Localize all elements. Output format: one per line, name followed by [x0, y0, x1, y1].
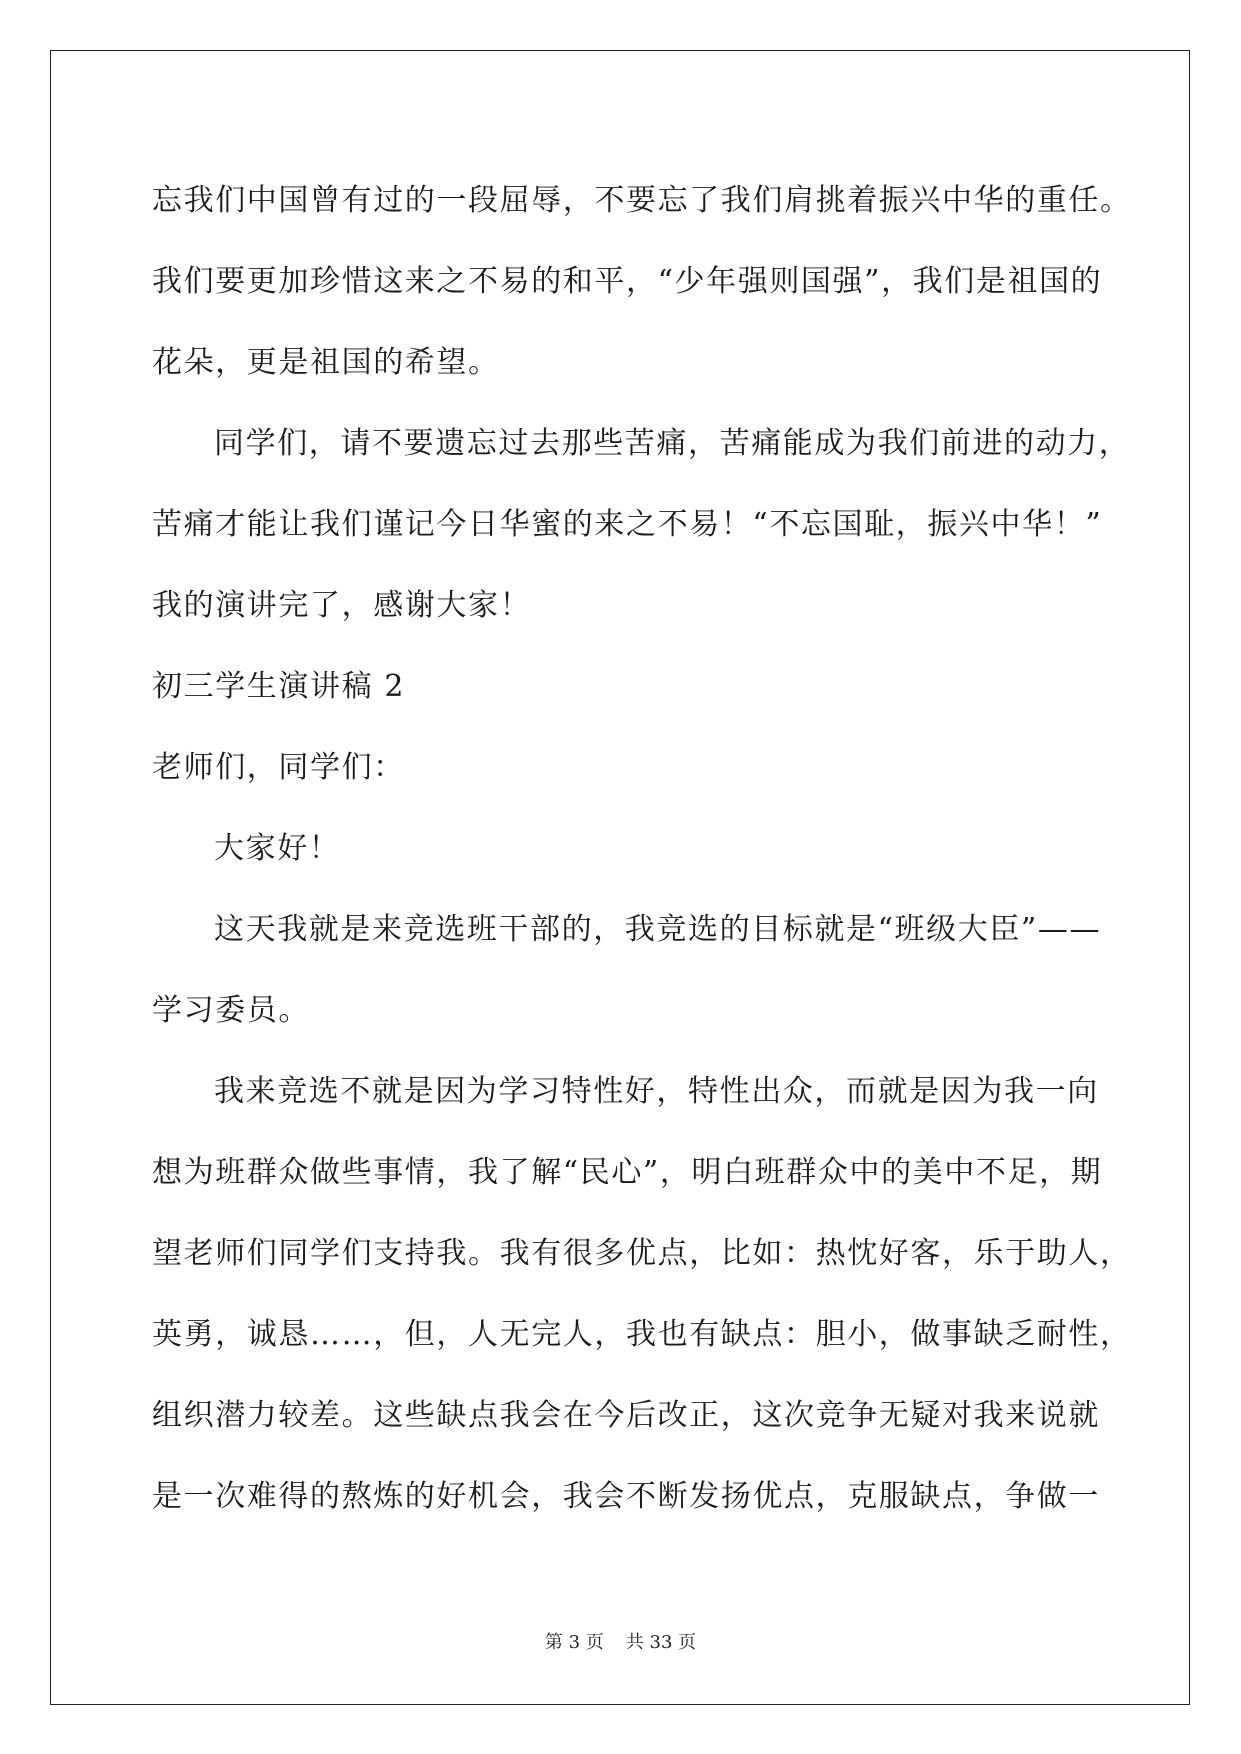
- document-body: [152, 160, 1132, 1537]
- text-line-11: 学习委员。: [152, 993, 310, 1028]
- text-line-3: 花朵，更是祖国的希望。: [152, 345, 500, 380]
- page-footer: [0, 1628, 1241, 1654]
- text-line-17: 是一次难得的熬炼的好机会，我会不断发扬优点，克服缺点，争做一: [152, 1479, 1100, 1514]
- greeting: 大家好！: [214, 831, 341, 866]
- section-heading: 初三学生演讲稿 2: [152, 669, 406, 704]
- text-line-12: 我来竞选不就是因为学习特性好，特性出众，而就是因为我一向: [214, 1074, 1099, 1109]
- text-line-13: 想为班群众做些事情，我了解“民心”，明白班群众中的美中不足，期: [152, 1155, 1103, 1190]
- text-line-16: 组织潜力较差。这些缺点我会在今后改正，这次竞争无疑对我来说就: [152, 1398, 1100, 1433]
- text-line-2: 我们要更加珍惜这来之不易的和平，“少年强则国强”，我们是祖国的: [152, 264, 1103, 299]
- text-line-10: 这天我就是来竞选班干部的，我竞选的目标就是“班级大臣”——: [214, 912, 1102, 947]
- text-line-6: 我的演讲完了，感谢大家！: [152, 588, 532, 623]
- text-line-15: 英勇，诚恳……，但，人无完人，我也有缺点：胆小，做事缺乏耐性，: [152, 1317, 1132, 1352]
- text-line-1: 忘我们中国曾有过的一段屈辱，不要忘了我们肩挑着振兴中华的重任。: [152, 183, 1132, 218]
- page-number: 第 3 页: [544, 1632, 604, 1653]
- text-line-14: 望老师们同学们支持我。我有很多优点，比如：热忱好客，乐于助人，: [152, 1236, 1132, 1271]
- text-line-5: 苦痛才能让我们谨记今日华蜜的来之不易！“不忘国耻，振兴中华！”: [152, 507, 1103, 542]
- text-line-4: 同学们，请不要遗忘过去那些苦痛，苦痛能成为我们前进的动力，: [214, 426, 1131, 461]
- salutation: 老师们，同学们：: [152, 750, 405, 785]
- page-total: 共 33 页: [625, 1632, 697, 1653]
